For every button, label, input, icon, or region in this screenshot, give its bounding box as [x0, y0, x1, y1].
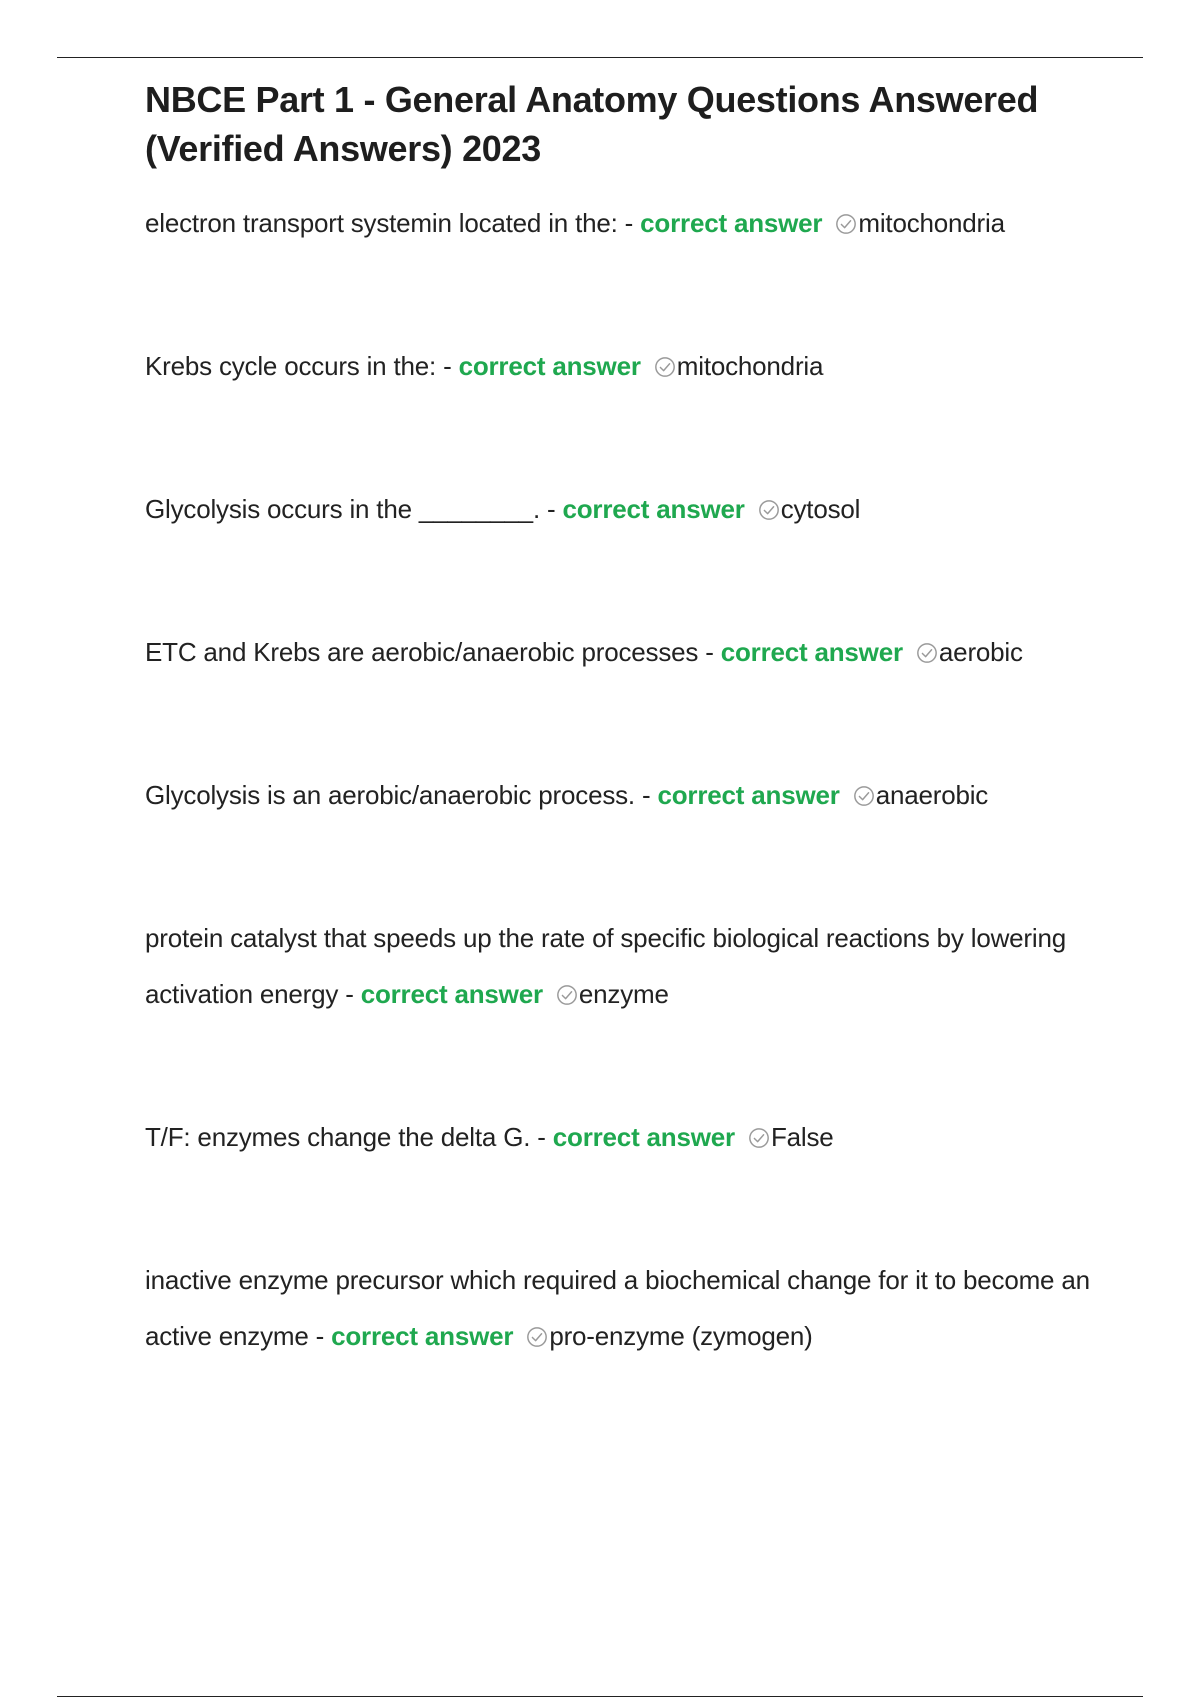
question-text: protein catalyst that speeds up the rate of specific biological reactions by lowering activation energy	[145, 923, 1066, 1009]
bottom-rule	[57, 1696, 1143, 1697]
top-rule	[57, 57, 1143, 58]
question-text: Glycolysis occurs in the ________.	[145, 494, 540, 524]
qa-item	[145, 195, 1105, 251]
check-circle-icon	[835, 213, 857, 235]
check-circle-icon	[748, 1127, 770, 1149]
question-text: Krebs cycle occurs in the:	[145, 351, 437, 381]
separator: -	[530, 1122, 553, 1152]
answer-text: False	[770, 1122, 834, 1152]
check-circle-icon	[758, 499, 780, 521]
answer-text: mitochondria	[676, 351, 824, 381]
check-circle-icon	[654, 356, 676, 378]
question-text: inactive enzyme precursor which required a biochemical change for it to become an active enzyme	[145, 1265, 1090, 1351]
correct-answer-label: correct answer	[720, 637, 903, 667]
separator: -	[436, 351, 459, 381]
page-title: NBCE Part 1 - General Anatomy Questions Answered (Verified Answers) 2023	[145, 79, 1039, 169]
qa-item	[145, 338, 1105, 394]
answer-text: enzyme	[578, 979, 669, 1009]
qa-list	[145, 195, 1105, 1364]
question-text: ETC and Krebs are aerobic/anaerobic processes	[145, 637, 699, 667]
correct-answer-label: correct answer	[331, 1321, 514, 1351]
correct-answer-label: correct answer	[657, 780, 840, 810]
qa-item	[145, 767, 1105, 823]
question-text: electron transport systemin located in the:	[145, 208, 618, 238]
check-circle-icon	[526, 1326, 548, 1348]
answer-text: mitochondria	[858, 208, 1005, 238]
check-circle-icon	[556, 984, 578, 1006]
separator: -	[539, 494, 563, 524]
correct-answer-label: correct answer	[552, 1122, 735, 1152]
page-content	[145, 75, 1105, 1451]
correct-answer-label: correct answer	[458, 351, 641, 381]
qa-item	[145, 481, 1105, 537]
separator: -	[634, 780, 658, 810]
qa-item	[145, 1252, 1105, 1364]
separator: -	[617, 208, 641, 238]
answer-text: pro-enzyme (zymogen)	[549, 1321, 813, 1351]
qa-item	[145, 1109, 1105, 1165]
question-text: T/F: enzymes change the delta G.	[145, 1122, 531, 1152]
separator: -	[698, 637, 721, 667]
answer-text: cytosol	[780, 494, 861, 524]
check-circle-icon	[853, 785, 875, 807]
qa-item	[145, 910, 1105, 1022]
answer-text: anaerobic	[875, 780, 989, 810]
check-circle-icon	[916, 642, 938, 664]
separator: -	[308, 1321, 332, 1351]
correct-answer-label: correct answer	[562, 494, 745, 524]
qa-item	[145, 624, 1105, 680]
separator: -	[338, 979, 361, 1009]
correct-answer-label: correct answer	[640, 208, 823, 238]
correct-answer-label: correct answer	[360, 979, 543, 1009]
answer-text: aerobic	[938, 637, 1023, 667]
question-text: Glycolysis is an aerobic/anaerobic process.	[145, 780, 635, 810]
